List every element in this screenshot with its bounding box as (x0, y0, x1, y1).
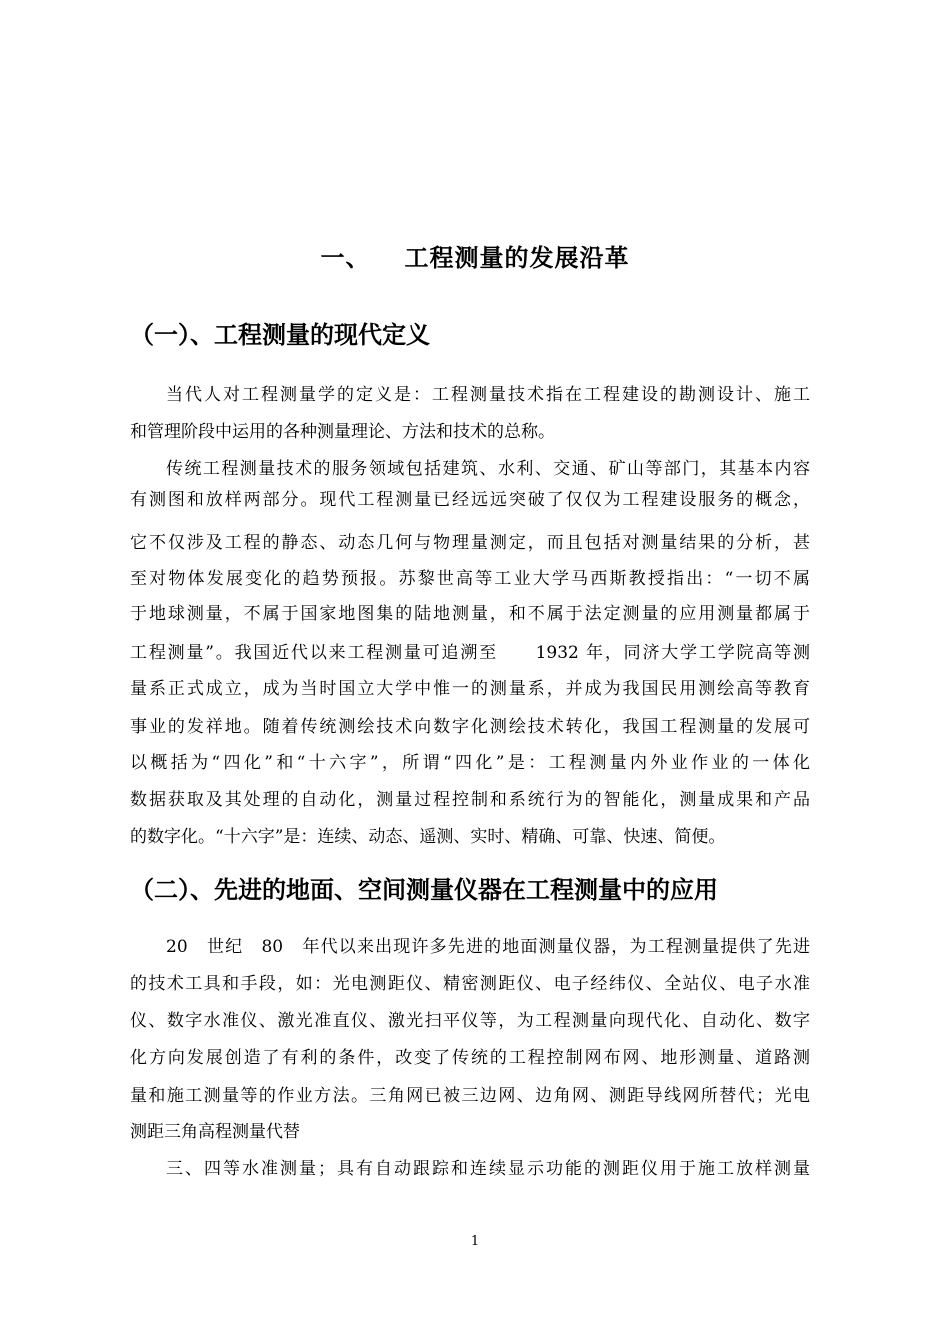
paragraph-line: 量系正式成立，成为当时国立大学中惟一的测量系，并成为我国民用测绘高等教育 (130, 679, 810, 699)
paragraph-line: 和管理阶段中运用的各种测量理论、方法和技术的总称。 (130, 422, 555, 442)
paragraph-line: 于地球测量，不属于国家地图集的陆地测量，和不属于法定测量的应用测量都属于 (130, 604, 810, 624)
paragraph-line: 至对物体发展变化的趋势预报。苏黎世高等工业大学马西斯教授指出：“一切不属 (130, 569, 810, 589)
paragraph-line: 的技术工具和手段，如：光电测距仪、精密测距仪、电子经纬仪、全站仪、电子水准 (130, 974, 810, 994)
paragraph-line: 量和施工测量等的作业方法。三角网已被三边网、边角网、测距导线网所替代；光电 (130, 1086, 810, 1106)
paragraph-line: 化方向发展创造了有利的条件，改变了传统的工程控制网布网、地形测量、道路测 (130, 1048, 810, 1068)
chapter-title-text: 工程测量的发展沿革 (404, 243, 630, 272)
paragraph-line: 以概括为“四化”和“十六字”，所谓“四化”是：工程测量内外业作业的一体化 (130, 753, 810, 773)
paragraph-line: 有测图和放样两部分。现代工程测量已经远远突破了仅仅为工程建设服务的概念， (130, 490, 810, 510)
paragraph-line: 工程测量”。我国近代以来工程测量可追溯至 1932 年，同济大学工学院高等测 (130, 643, 810, 663)
section-heading-1: （一）、工程测量的现代定义 (130, 320, 430, 349)
paragraph-line: 20 世纪 80 年代以来出现许多先进的地面测量仪器，为工程测量提供了先进 (166, 937, 810, 957)
paragraph-line: 三、四等水准测量；具有自动跟踪和连续显示功能的测距仪用于施工放样测量 (166, 1159, 810, 1179)
paragraph-line: 事业的发祥地。随着传统测绘技术向数字化测绘技术转化，我国工程测量的发展可 (130, 717, 810, 737)
chapter-number: 一、 (320, 243, 371, 272)
paragraph-line: 的数字化。“十六字”是：连续、动态、遥测、实时、精确、可靠、快速、简便。 (130, 827, 726, 847)
section-heading-2: （二）、先进的地面、空间测量仪器在工程测量中的应用 (130, 875, 718, 904)
paragraph-line: 测距三角高程测量代替 (130, 1122, 300, 1142)
paragraph-line: 数据获取及其处理的自动化，测量过程控制和系统行为的智能化，测量成果和产品 (130, 790, 810, 810)
paragraph-line: 它不仅涉及工程的静态、动态几何与物理量测定，而且包括对测量结果的分析，甚 (130, 533, 810, 553)
chapter-title (0, 238, 950, 273)
paragraph-line: 当代人对工程测量学的定义是：工程测量技术指在工程建设的勘测设计、施工 (166, 385, 810, 405)
paragraph-line: 传统工程测量技术的服务领域包括建筑、水利、交通、矿山等部门，其基本内容 (166, 459, 810, 479)
page-number: 1 (470, 1234, 480, 1249)
paragraph-line: 仪、数字水准仪、激光准直仪、激光扫平仪等，为工程测量向现代化、自动化、数字 (130, 1011, 810, 1031)
